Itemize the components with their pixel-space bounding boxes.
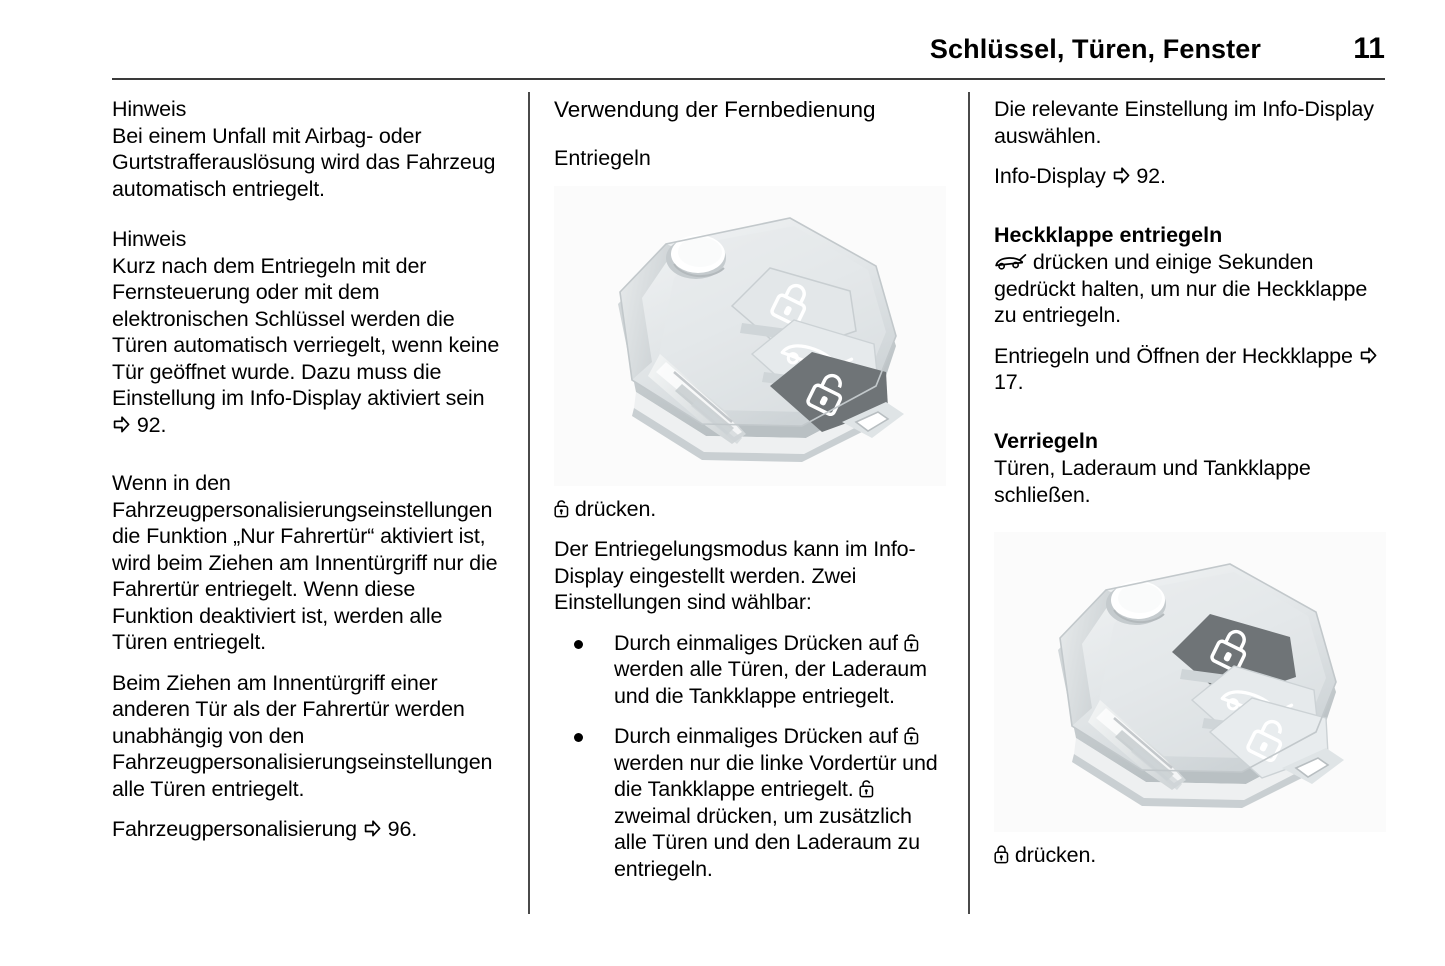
page-reference-arrow-icon	[1113, 166, 1130, 185]
figure-caption-unlock	[554, 496, 944, 523]
unlock-mode-list	[554, 630, 944, 883]
spacer	[112, 452, 502, 470]
lock-padlock-icon	[994, 845, 1009, 864]
info-display-ref-text: Info-Display	[994, 164, 1106, 188]
subsection-title-unlock: Entriegeln	[554, 146, 651, 170]
paragraph-tailgate-text: drücken und einige Sekunden gedrückt halten, um nur die Heckklappe zu entriegeln.	[994, 250, 1368, 327]
unlock-padlock-icon	[554, 499, 569, 518]
header-divider-rule	[112, 78, 1385, 80]
note-body-2-text: Kurz nach dem Entriegeln mit der Fernsteuerung oder mit dem elektronischen Schlüssel werden die Türen automatisch verriegelt, wenn keine Tür geöffnet wurde. Dazu muss die Einstellung im Info-Display aktiviert sein	[112, 253, 500, 410]
tailgate-ref-text: Entriegeln und Öffnen der Heckklappe	[994, 343, 1353, 368]
paragraph-lock-body: Türen, Laderaum und Tankklappe schließen.	[994, 456, 1311, 507]
heading-lock: Verriegeln	[994, 428, 1098, 453]
paragraph-2: Beim Ziehen am Innentürgriff einer anderen Tür als der Fahrertür werden unabhängig von den Fahrzeugpersonalisierungseinstellungen alle Türen entriegelt.	[112, 670, 493, 801]
figure-key-fob-unlock	[554, 186, 946, 486]
note-body-2	[112, 253, 502, 439]
bullet-1-text-a: Durch einmaliges Drücken auf	[614, 630, 898, 655]
note-label-1: Hinweis	[112, 97, 187, 121]
list-item	[554, 630, 944, 710]
unlock-padlock-icon	[904, 633, 919, 652]
note-body-2-ref: 92.	[136, 412, 167, 437]
spacer	[994, 832, 1384, 842]
page-header	[112, 34, 1385, 80]
page-reference-arrow-icon	[364, 819, 381, 838]
figure-caption-lock-text: drücken.	[1014, 843, 1097, 867]
figure-caption-unlock-text: drücken.	[574, 496, 657, 521]
unlock-padlock-icon	[859, 779, 874, 798]
paragraph-tailgate-body	[994, 249, 1384, 329]
column-one	[112, 96, 502, 926]
heading-tailgate-unlock: Heckklappe entriegeln	[994, 222, 1223, 247]
content-columns	[112, 96, 1390, 926]
car-tailgate-icon	[994, 254, 1027, 271]
bullet-2-text-c: zweimal drücken, um zusätzlich alle Türen und den Laderaum zu entriegeln.	[614, 803, 920, 881]
bullet-2-text-a: Durch einmaliges Drücken auf	[614, 724, 898, 748]
bullet-dot	[574, 640, 583, 649]
column-three	[994, 96, 1384, 926]
page-number: 11	[1353, 32, 1385, 65]
page-title: Schlüssel, Türen, Fenster	[929, 34, 1261, 64]
bullet-2-text-b: werden nur die linke Vordertür und die Tankklappe entriegelt.	[614, 750, 938, 801]
bullet-dot	[574, 733, 583, 742]
paragraph-info-display-ref	[994, 163, 1384, 190]
figure-caption-lock	[994, 842, 1384, 869]
paragraph-3	[112, 816, 502, 843]
note-label-2: Hinweis	[112, 227, 187, 251]
paragraph-unlock-mode: Der Entriegelungsmodus kann im Info-Display eingestellt werden. Zwei Einstellungen sind wählbar:	[554, 537, 916, 614]
paragraph-select-setting: Die relevante Einstellung im Info-Display auswählen.	[994, 97, 1374, 148]
bullet-1-text-b: werden alle Türen, der Laderaum und die Tankklappe entriegelt.	[614, 657, 927, 708]
paragraph-tailgate-ref	[994, 343, 1384, 396]
spacer	[994, 522, 1384, 532]
paragraph-3-text: Fahrzeugpersonalisierung	[112, 817, 357, 841]
page-reference-arrow-icon	[1360, 346, 1377, 365]
list-item	[554, 723, 944, 882]
paragraph-3-ref: 96.	[387, 817, 418, 841]
info-display-ref-page: 92.	[1136, 164, 1166, 188]
note-body-1: Bei einem Unfall mit Airbag- oder Gurtstrafferauslösung wird das Fahrzeug automatisch entriegelt.	[112, 123, 496, 201]
paragraph-1: Wenn in den Fahrzeugpersonalisierungseinstellungen die Funktion „Nur Fahrertür“ aktiviert ist, wird beim Ziehen am Innentürgriff nur die Fahrertür entriegelt. Wenn diese Funktion deaktiviert ist, werden alle Türen entriegelt.	[112, 471, 498, 654]
column-two	[554, 96, 944, 926]
unlock-padlock-icon	[904, 726, 919, 745]
spacer	[554, 486, 944, 496]
spacer	[112, 216, 502, 226]
figure-key-fob-lock	[994, 532, 1386, 832]
page-reference-arrow-icon	[113, 415, 130, 434]
section-title-remote-control: Verwendung der Fernbedienung	[554, 97, 876, 122]
tailgate-ref-page: 17.	[994, 370, 1024, 394]
column-divider-left	[528, 92, 530, 914]
column-divider-right	[968, 92, 970, 914]
spacer	[994, 410, 1384, 428]
spacer	[994, 204, 1384, 222]
